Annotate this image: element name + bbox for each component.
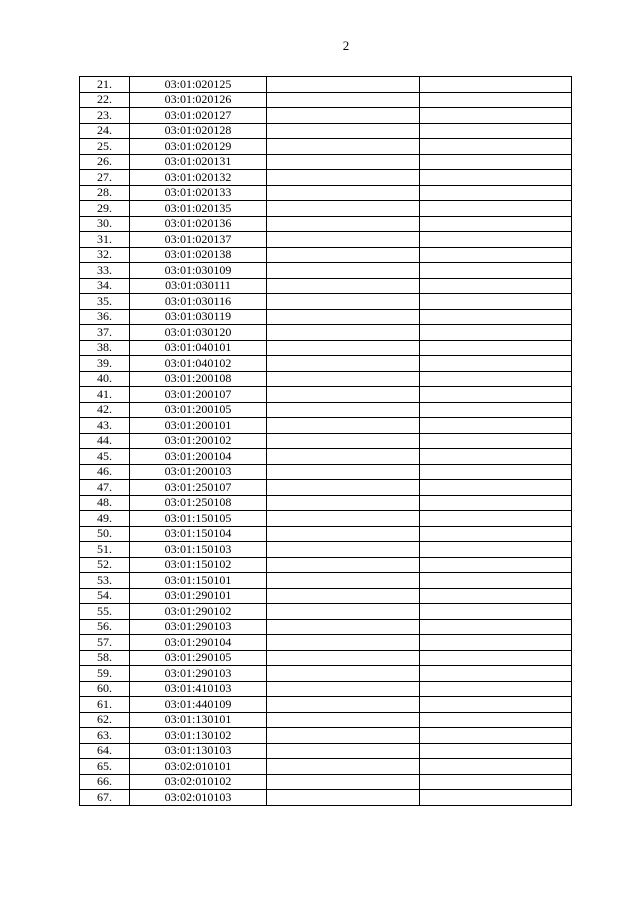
empty-cell-col3 <box>267 185 420 201</box>
row-number-cell: 49. <box>80 511 130 527</box>
cadastral-code-cell: 03:01:150104 <box>130 526 267 542</box>
row-number-cell: 45. <box>80 449 130 465</box>
table-row <box>80 759 572 775</box>
empty-cell-col3 <box>267 511 420 527</box>
empty-cell-col4 <box>420 495 572 511</box>
row-number-cell: 27. <box>80 170 130 186</box>
row-number-cell: 63. <box>80 728 130 744</box>
empty-cell-col3 <box>267 201 420 217</box>
empty-cell-col3 <box>267 139 420 155</box>
row-number-cell: 57. <box>80 635 130 651</box>
row-number-cell: 21. <box>80 77 130 93</box>
cadastral-code-cell: 03:01:020125 <box>130 77 267 93</box>
empty-cell-col3 <box>267 712 420 728</box>
empty-cell-col3 <box>267 108 420 124</box>
empty-cell-col3 <box>267 743 420 759</box>
empty-cell-col4 <box>420 635 572 651</box>
empty-cell-col4 <box>420 464 572 480</box>
empty-cell-col3 <box>267 232 420 248</box>
row-number-cell: 54. <box>80 588 130 604</box>
empty-cell-col3 <box>267 278 420 294</box>
table-row <box>80 588 572 604</box>
cadastral-code-cell: 03:01:250107 <box>130 480 267 496</box>
row-number-cell: 41. <box>80 387 130 403</box>
row-number-cell: 59. <box>80 666 130 682</box>
empty-cell-col4 <box>420 588 572 604</box>
table-row <box>80 542 572 558</box>
table-row <box>80 619 572 635</box>
cadastral-code-cell: 03:02:010103 <box>130 790 267 806</box>
empty-cell-col3 <box>267 526 420 542</box>
cadastral-code-cell: 03:01:410103 <box>130 681 267 697</box>
table-row <box>80 790 572 806</box>
empty-cell-col4 <box>420 712 572 728</box>
cadastral-code-cell: 03:01:200101 <box>130 418 267 434</box>
cadastral-code-cell: 03:01:290104 <box>130 635 267 651</box>
row-number-cell: 58. <box>80 650 130 666</box>
table-row <box>80 263 572 279</box>
cadastral-code-cell: 03:01:020126 <box>130 92 267 108</box>
cadastral-code-cell: 03:01:020138 <box>130 247 267 263</box>
empty-cell-col4 <box>420 542 572 558</box>
cadastral-code-cell: 03:01:290103 <box>130 619 267 635</box>
empty-cell-col4 <box>420 650 572 666</box>
cadastral-code-cell: 03:01:290105 <box>130 650 267 666</box>
cadastral-code-cell: 03:01:030111 <box>130 278 267 294</box>
cadastral-code-cell: 03:01:290103 <box>130 666 267 682</box>
row-number-cell: 46. <box>80 464 130 480</box>
table-row <box>80 216 572 232</box>
row-number-cell: 37. <box>80 325 130 341</box>
table-row <box>80 666 572 682</box>
cadastral-code-cell: 03:02:010102 <box>130 774 267 790</box>
row-number-cell: 64. <box>80 743 130 759</box>
table-row <box>80 418 572 434</box>
table-row <box>80 154 572 170</box>
page-number: 2 <box>342 38 350 53</box>
cadastral-code-cell: 03:01:150105 <box>130 511 267 527</box>
row-number-cell: 50. <box>80 526 130 542</box>
empty-cell-col3 <box>267 340 420 356</box>
table-row <box>80 557 572 573</box>
empty-cell-col4 <box>420 681 572 697</box>
empty-cell-col3 <box>267 387 420 403</box>
row-number-cell: 29. <box>80 201 130 217</box>
cadastral-code-cell: 03:01:250108 <box>130 495 267 511</box>
empty-cell-col4 <box>420 526 572 542</box>
row-number-cell: 47. <box>80 480 130 496</box>
row-number-cell: 51. <box>80 542 130 558</box>
empty-cell-col3 <box>267 666 420 682</box>
empty-cell-col3 <box>267 325 420 341</box>
empty-cell-col4 <box>420 418 572 434</box>
empty-cell-col3 <box>267 542 420 558</box>
cadastral-code-cell: 03:01:150101 <box>130 573 267 589</box>
table-row <box>80 480 572 496</box>
empty-cell-col3 <box>267 774 420 790</box>
empty-cell-col4 <box>420 309 572 325</box>
row-number-cell: 39. <box>80 356 130 372</box>
empty-cell-col3 <box>267 728 420 744</box>
empty-cell-col4 <box>420 619 572 635</box>
empty-cell-col4 <box>420 92 572 108</box>
empty-cell-col3 <box>267 123 420 139</box>
empty-cell-col4 <box>420 294 572 310</box>
table-row <box>80 681 572 697</box>
empty-cell-col4 <box>420 77 572 93</box>
table-row <box>80 294 572 310</box>
table-row <box>80 77 572 93</box>
table-row <box>80 743 572 759</box>
row-number-cell: 52. <box>80 557 130 573</box>
empty-cell-col4 <box>420 201 572 217</box>
table-row <box>80 728 572 744</box>
cadastral-code-cell: 03:01:130103 <box>130 743 267 759</box>
row-number-cell: 65. <box>80 759 130 775</box>
row-number-cell: 26. <box>80 154 130 170</box>
cadastral-code-cell: 03:01:200105 <box>130 402 267 418</box>
row-number-cell: 67. <box>80 790 130 806</box>
cadastral-code-cell: 03:01:040102 <box>130 356 267 372</box>
table-row <box>80 201 572 217</box>
empty-cell-col4 <box>420 356 572 372</box>
empty-cell-col4 <box>420 154 572 170</box>
row-number-cell: 48. <box>80 495 130 511</box>
row-number-cell: 34. <box>80 278 130 294</box>
empty-cell-col3 <box>267 154 420 170</box>
empty-cell-col4 <box>420 232 572 248</box>
row-number-cell: 35. <box>80 294 130 310</box>
empty-cell-col3 <box>267 216 420 232</box>
empty-cell-col3 <box>267 759 420 775</box>
row-number-cell: 44. <box>80 433 130 449</box>
row-number-cell: 31. <box>80 232 130 248</box>
cadastral-code-cell: 03:01:130102 <box>130 728 267 744</box>
table-row <box>80 108 572 124</box>
cadastral-code-cell: 03:01:020137 <box>130 232 267 248</box>
empty-cell-col4 <box>420 185 572 201</box>
empty-cell-col3 <box>267 170 420 186</box>
table-row <box>80 433 572 449</box>
empty-cell-col4 <box>420 449 572 465</box>
empty-cell-col4 <box>420 790 572 806</box>
cadastral-code-cell: 03:01:290101 <box>130 588 267 604</box>
empty-cell-col3 <box>267 573 420 589</box>
table-row <box>80 449 572 465</box>
table-row <box>80 464 572 480</box>
empty-cell-col4 <box>420 170 572 186</box>
cadastral-code-cell: 03:01:200102 <box>130 433 267 449</box>
empty-cell-col4 <box>420 278 572 294</box>
table-row <box>80 247 572 263</box>
row-number-cell: 38. <box>80 340 130 356</box>
row-number-cell: 24. <box>80 123 130 139</box>
table-row <box>80 635 572 651</box>
cadastral-code-cell: 03:01:020128 <box>130 123 267 139</box>
cadastral-code-cell: 03:01:150102 <box>130 557 267 573</box>
empty-cell-col4 <box>420 480 572 496</box>
parcel-table-body <box>80 77 572 806</box>
empty-cell-col4 <box>420 728 572 744</box>
row-number-cell: 42. <box>80 402 130 418</box>
cadastral-code-cell: 03:01:150103 <box>130 542 267 558</box>
cadastral-code-cell: 03:02:010101 <box>130 759 267 775</box>
empty-cell-col4 <box>420 263 572 279</box>
empty-cell-col3 <box>267 92 420 108</box>
cadastral-code-cell: 03:01:020132 <box>130 170 267 186</box>
table-row <box>80 340 572 356</box>
table-row <box>80 278 572 294</box>
empty-cell-col3 <box>267 77 420 93</box>
empty-cell-col4 <box>420 511 572 527</box>
empty-cell-col4 <box>420 340 572 356</box>
cadastral-code-cell: 03:01:030109 <box>130 263 267 279</box>
empty-cell-col3 <box>267 635 420 651</box>
empty-cell-col4 <box>420 123 572 139</box>
empty-cell-col3 <box>267 371 420 387</box>
cadastral-code-cell: 03:01:030120 <box>130 325 267 341</box>
row-number-cell: 66. <box>80 774 130 790</box>
table-row <box>80 402 572 418</box>
empty-cell-col4 <box>420 433 572 449</box>
cadastral-code-cell: 03:01:290102 <box>130 604 267 620</box>
cadastral-code-cell: 03:01:020135 <box>130 201 267 217</box>
cadastral-code-cell: 03:01:020127 <box>130 108 267 124</box>
table-row <box>80 573 572 589</box>
empty-cell-col3 <box>267 263 420 279</box>
cadastral-code-cell: 03:01:200103 <box>130 464 267 480</box>
cadastral-code-cell: 03:01:440109 <box>130 697 267 713</box>
row-number-cell: 43. <box>80 418 130 434</box>
table-row <box>80 92 572 108</box>
empty-cell-col4 <box>420 108 572 124</box>
parcel-table-container <box>79 76 571 806</box>
table-row <box>80 387 572 403</box>
row-number-cell: 62. <box>80 712 130 728</box>
parcel-table <box>79 76 572 806</box>
row-number-cell: 60. <box>80 681 130 697</box>
empty-cell-col4 <box>420 387 572 403</box>
cadastral-code-cell: 03:01:200108 <box>130 371 267 387</box>
empty-cell-col3 <box>267 697 420 713</box>
table-row <box>80 697 572 713</box>
row-number-cell: 25. <box>80 139 130 155</box>
row-number-cell: 56. <box>80 619 130 635</box>
empty-cell-col3 <box>267 294 420 310</box>
empty-cell-col4 <box>420 371 572 387</box>
row-number-cell: 23. <box>80 108 130 124</box>
row-number-cell: 33. <box>80 263 130 279</box>
table-row <box>80 774 572 790</box>
cadastral-code-cell: 03:01:130101 <box>130 712 267 728</box>
cadastral-code-cell: 03:01:020129 <box>130 139 267 155</box>
row-number-cell: 55. <box>80 604 130 620</box>
empty-cell-col4 <box>420 573 572 589</box>
cadastral-code-cell: 03:01:200104 <box>130 449 267 465</box>
table-row <box>80 325 572 341</box>
cadastral-code-cell: 03:01:030116 <box>130 294 267 310</box>
table-row <box>80 604 572 620</box>
row-number-cell: 61. <box>80 697 130 713</box>
cadastral-code-cell: 03:01:040101 <box>130 340 267 356</box>
table-row <box>80 185 572 201</box>
table-row <box>80 123 572 139</box>
empty-cell-col3 <box>267 557 420 573</box>
empty-cell-col3 <box>267 356 420 372</box>
empty-cell-col4 <box>420 697 572 713</box>
empty-cell-col3 <box>267 464 420 480</box>
empty-cell-col3 <box>267 790 420 806</box>
row-number-cell: 36. <box>80 309 130 325</box>
empty-cell-col4 <box>420 774 572 790</box>
cadastral-code-cell: 03:01:020131 <box>130 154 267 170</box>
empty-cell-col3 <box>267 449 420 465</box>
empty-cell-col3 <box>267 309 420 325</box>
empty-cell-col4 <box>420 666 572 682</box>
empty-cell-col3 <box>267 681 420 697</box>
table-row <box>80 232 572 248</box>
empty-cell-col4 <box>420 247 572 263</box>
empty-cell-col4 <box>420 216 572 232</box>
empty-cell-col4 <box>420 759 572 775</box>
empty-cell-col3 <box>267 588 420 604</box>
empty-cell-col4 <box>420 325 572 341</box>
empty-cell-col3 <box>267 480 420 496</box>
cadastral-code-cell: 03:01:200107 <box>130 387 267 403</box>
row-number-cell: 30. <box>80 216 130 232</box>
empty-cell-col3 <box>267 619 420 635</box>
cadastral-code-cell: 03:01:020136 <box>130 216 267 232</box>
row-number-cell: 53. <box>80 573 130 589</box>
table-row <box>80 511 572 527</box>
cadastral-code-cell: 03:01:020133 <box>130 185 267 201</box>
empty-cell-col3 <box>267 402 420 418</box>
empty-cell-col4 <box>420 402 572 418</box>
empty-cell-col4 <box>420 604 572 620</box>
table-row <box>80 526 572 542</box>
table-row <box>80 139 572 155</box>
empty-cell-col4 <box>420 139 572 155</box>
empty-cell-col4 <box>420 557 572 573</box>
empty-cell-col4 <box>420 743 572 759</box>
empty-cell-col3 <box>267 418 420 434</box>
table-row <box>80 650 572 666</box>
row-number-cell: 28. <box>80 185 130 201</box>
table-row <box>80 356 572 372</box>
table-row <box>80 309 572 325</box>
empty-cell-col3 <box>267 604 420 620</box>
row-number-cell: 40. <box>80 371 130 387</box>
empty-cell-col3 <box>267 495 420 511</box>
cadastral-code-cell: 03:01:030119 <box>130 309 267 325</box>
empty-cell-col3 <box>267 247 420 263</box>
row-number-cell: 22. <box>80 92 130 108</box>
table-row <box>80 495 572 511</box>
empty-cell-col3 <box>267 433 420 449</box>
table-row <box>80 712 572 728</box>
row-number-cell: 32. <box>80 247 130 263</box>
table-row <box>80 371 572 387</box>
empty-cell-col3 <box>267 650 420 666</box>
table-row <box>80 170 572 186</box>
